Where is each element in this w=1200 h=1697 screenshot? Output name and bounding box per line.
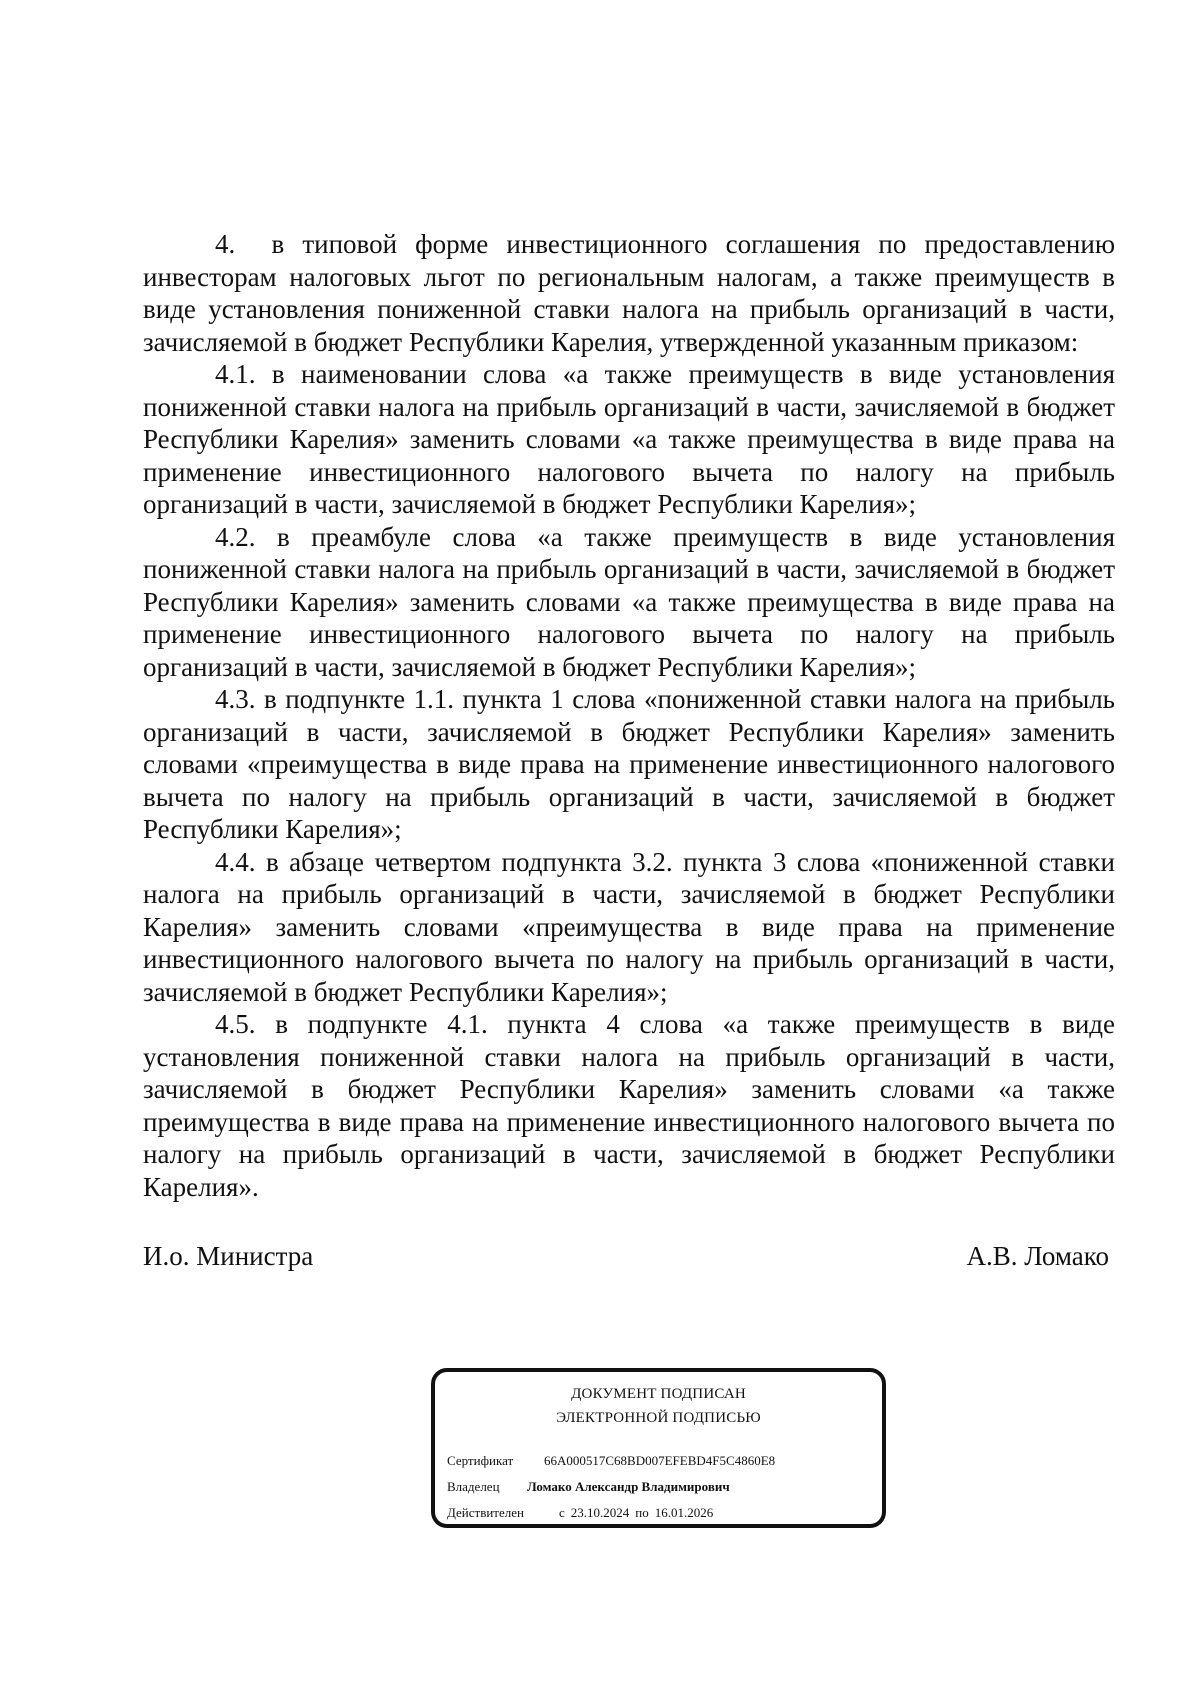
stamp-owner-row: [447, 1478, 730, 1496]
stamp-validity-row: [447, 1504, 713, 1522]
stamp-title-line1: ДОКУМЕНТ ПОДПИСАН: [571, 1386, 746, 1402]
valid-to-prefix: по: [635, 1505, 649, 1520]
owner-label: Владелец: [447, 1479, 500, 1494]
paragraph-4: 4. в типовой форме инвестиционного соглашения по предоставлению инвесторам налоговых льгот по региональным налогам, а также преимуществ в виде установления пониженной ставки налога на прибыль организаций в части, зачисляемой в бюджет Республики Карелия, утвержденной указанным приказом:: [143, 229, 1115, 357]
certificate-label: Сертификат: [447, 1453, 514, 1468]
valid-label: Действителен: [447, 1505, 524, 1520]
valid-from-date: 23.10.2024: [570, 1505, 630, 1520]
stamp-title-line2: ЭЛЕКТРОННОЙ ПОДПИСЬЮ: [556, 1410, 761, 1426]
paragraph-4-1: 4.1. в наименовании слова «а также преимуществ в виде установления пониженной ставки налога на прибыль организаций в части, зачисляемой в бюджет Республики Карелия» заменить словами «а также преимущества в виде права на применение инвестиционного налогового вычета по налогу на прибыль организаций в части, зачисляемой в бюджет Республики Карелия»;: [143, 359, 1115, 519]
valid-to-date: 16.01.2026: [654, 1505, 714, 1520]
paragraph-4-3: 4.3. в подпункте 1.1. пункта 1 слова «пониженной ставки налога на прибыль организаций в части, зачисляемой в бюджет Республики Карелия» заменить словами «преимущества в виде права на применение инвестиционного налогового вычета по налогу на прибыль организаций в части, зачисляемой в бюджет Республики Карелия»;: [143, 684, 1115, 844]
certificate-value: 66A000517C68BD007EFEBD4F5C4860E8: [544, 1453, 776, 1468]
stamp-certificate-row: [447, 1452, 775, 1470]
document-body: [143, 228, 1115, 1203]
signatory-name: А.В. Ломако: [966, 1241, 1109, 1271]
valid-from-prefix: с: [559, 1505, 565, 1520]
signatory-position: И.о. Министра: [143, 1241, 314, 1271]
owner-value: Ломако Александр Владимирович: [527, 1479, 730, 1494]
paragraph-4-4: 4.4. в абзаце четвертом подпункта 3.2. пункта 3 слова «пониженной ставки налога на прибыль организаций в части, зачисляемой в бюджет Республики Карелия» заменить словами «преимущества в виде права на применение инвестиционного налогового вычета по налогу на прибыль организаций в части, зачисляемой в бюджет Республики Карелия»;: [143, 846, 1115, 1007]
electronic-signature-stamp: [431, 1368, 886, 1528]
paragraph-4-5: 4.5. в подпункте 4.1. пункта 4 слова «а также преимуществ в виде установления пониженной ставки налога на прибыль организаций в части, зачисляемой в бюджет Республики Карелия» заменить словами «а также преимущества в виде права на применение инвестиционного налогового вычета по налогу на прибыль организаций в части, зачисляемой в бюджет Республики Карелия».: [143, 1009, 1115, 1202]
paragraph-4-2: 4.2. в преамбуле слова «а также преимуществ в виде установления пониженной ставки налога на прибыль организаций в части, зачисляемой в бюджет Республики Карелия» заменить словами «а также преимущества в виде права на применение инвестиционного налогового вычета по налогу на прибыль организаций в части, зачисляемой в бюджет Республики Карелия»;: [143, 521, 1115, 682]
